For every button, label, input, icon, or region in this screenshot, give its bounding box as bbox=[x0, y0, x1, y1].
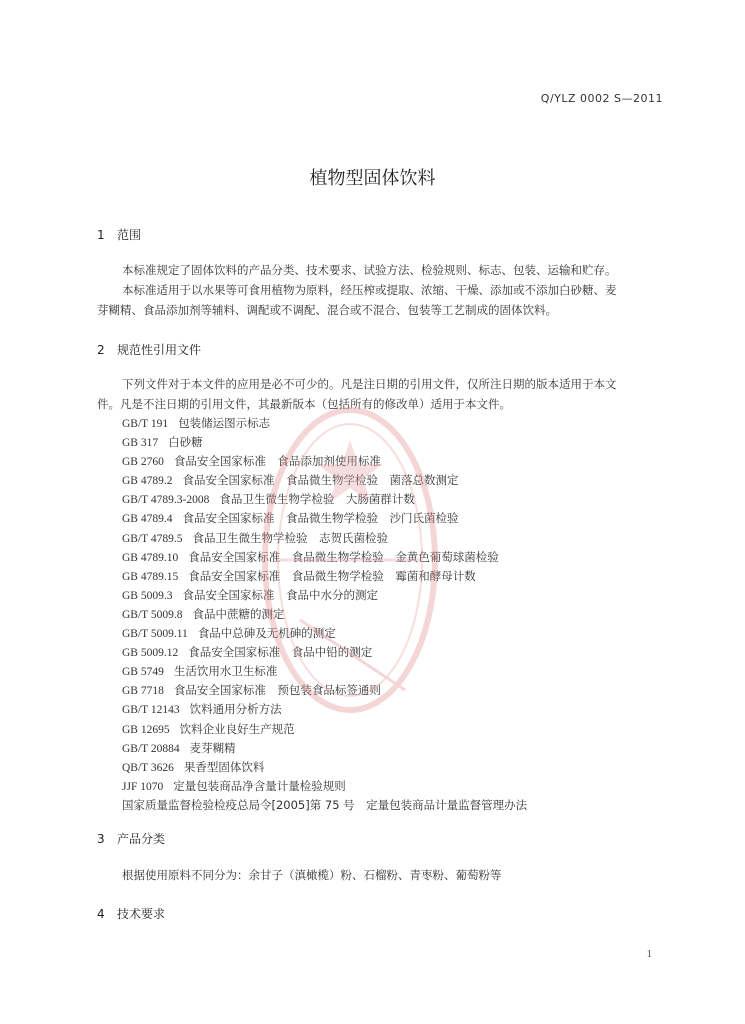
section-title: 范围 bbox=[117, 228, 142, 242]
reference-code: GB 5009.12 bbox=[122, 647, 179, 660]
scope-paragraph-1: 本标准规定了固体饮料的产品分类、技术要求、试验方法、检验规则、标志、包装、运输和贮存。 bbox=[122, 263, 617, 277]
reference-code: GB 5749 bbox=[122, 666, 164, 679]
section-number: 3 bbox=[97, 832, 105, 846]
reference-item bbox=[122, 758, 527, 777]
scope-paragraph-2-line-2: 芽糊精、食品添加剂等辅料、调配或不调配、混合或不混合、包装等工艺制成的固体饮料。 bbox=[97, 303, 557, 317]
reference-item bbox=[122, 643, 527, 662]
standard-code: Q/YLZ 0002 S—2011 bbox=[540, 92, 663, 105]
reference-code: GB 4789.15 bbox=[122, 570, 179, 583]
reference-title: 食品中总砷及无机砷的测定 bbox=[197, 626, 336, 641]
reference-item bbox=[122, 452, 527, 471]
reference-item bbox=[122, 586, 527, 605]
reference-code: GB 4789.4 bbox=[122, 513, 173, 526]
reference-code: GB 12695 bbox=[122, 723, 170, 736]
reference-item bbox=[122, 777, 527, 796]
reference-code: GB/T 5009.8 bbox=[122, 608, 183, 621]
reference-item bbox=[122, 548, 527, 567]
section-number: 1 bbox=[97, 228, 105, 242]
reference-code: GB/T 4789.3-2008 bbox=[122, 494, 210, 507]
reference-code: GB 5009.3 bbox=[122, 589, 173, 602]
reference-item bbox=[122, 681, 527, 700]
section-number: 2 bbox=[97, 343, 105, 357]
reference-title: 国家质量监督检验检疫总局令[2005]第 75 号 定量包装商品计量监督管理办法 bbox=[122, 797, 528, 812]
reference-title: 食品安全国家标准 食品微生物学检验 霉菌和酵母计数 bbox=[188, 568, 476, 583]
classification-text: 根据使用原料不同分为：余甘子（滇橄榄）粉、石榴粉、青枣粉、葡萄粉等 bbox=[122, 868, 502, 882]
reference-code: GB 4789.10 bbox=[122, 551, 179, 564]
reference-item bbox=[122, 529, 527, 548]
scope-paragraph-2-line-1: 本标准适用于以水果等可食用植物为原料，经压榨或提取、浓缩、干燥、添加或不添加白砂糖、麦 bbox=[122, 283, 617, 297]
reference-title: 饮料企业良好生产规范 bbox=[179, 721, 295, 736]
reference-item bbox=[122, 605, 527, 624]
reference-code: GB 4789.2 bbox=[122, 475, 173, 488]
section-title: 规范性引用文件 bbox=[117, 343, 202, 357]
reference-item bbox=[122, 662, 527, 681]
reference-title: 食品安全国家标准 预包装食品标签通则 bbox=[173, 683, 381, 698]
reference-code: GB/T 5009.11 bbox=[122, 628, 188, 641]
reference-item bbox=[122, 720, 527, 739]
page-number: 1 bbox=[646, 948, 652, 960]
section-title: 技术要求 bbox=[117, 907, 166, 921]
section-3-heading bbox=[97, 830, 165, 847]
reference-item bbox=[122, 739, 527, 758]
section-4-heading bbox=[97, 905, 165, 922]
reference-item bbox=[122, 567, 527, 586]
reference-item bbox=[122, 700, 527, 719]
reference-item bbox=[122, 796, 527, 815]
reference-code: JJF 1070 bbox=[122, 780, 164, 793]
section-number: 4 bbox=[97, 907, 105, 921]
reference-title: 食品安全国家标准 食品添加剂使用标准 bbox=[173, 454, 381, 469]
reference-item bbox=[122, 433, 527, 452]
reference-item bbox=[122, 490, 527, 509]
reference-title: 定量包装商品净含量计量检验规则 bbox=[173, 778, 346, 793]
reference-code: GB/T 191 bbox=[122, 418, 169, 430]
reference-code: GB 317 bbox=[122, 437, 159, 450]
reference-title: 果香型固体饮料 bbox=[183, 759, 265, 774]
reference-item bbox=[122, 624, 527, 643]
section-2-heading bbox=[97, 341, 201, 358]
reference-item bbox=[122, 471, 527, 490]
reference-title: 食品安全国家标准 食品微生物学检验 金黄色葡萄球菌检验 bbox=[188, 549, 499, 564]
reference-title: 饮料通用分析方法 bbox=[189, 702, 282, 717]
reference-title: 麦芽糊精 bbox=[189, 740, 236, 755]
reference-title: 食品安全国家标准 食品微生物学检验 菌落总数测定 bbox=[182, 473, 459, 488]
reference-title: 食品安全国家标准 食品微生物学检验 沙门氏菌检验 bbox=[182, 511, 459, 526]
reference-title: 食品卫生微生物学检验 志贺氏菌检验 bbox=[192, 530, 388, 545]
reference-item bbox=[122, 414, 527, 433]
reference-title: 生活饮用水卫生标准 bbox=[173, 664, 278, 679]
reference-code: GB/T 12143 bbox=[122, 704, 180, 717]
reference-title: 食品中蔗糖的测定 bbox=[192, 606, 285, 621]
reference-code: GB/T 20884 bbox=[122, 742, 180, 755]
reference-item bbox=[122, 509, 527, 528]
reference-code: GB 2760 bbox=[122, 456, 164, 469]
reference-title: 白砂糖 bbox=[168, 435, 203, 450]
normative-intro-line-2: 件。凡是不注日期的引用文件，其最新版本（包括所有的修改单）适用于本文件。 bbox=[97, 397, 511, 411]
reference-title: 食品安全国家标准 食品中铅的测定 bbox=[188, 645, 373, 660]
reference-list bbox=[122, 414, 527, 815]
reference-code: GB/T 4789.5 bbox=[122, 532, 183, 545]
reference-title: 食品卫生微生物学检验 大肠菌群计数 bbox=[219, 492, 415, 507]
section-1-heading bbox=[97, 226, 141, 243]
section-title: 产品分类 bbox=[117, 832, 166, 846]
reference-title: 包装储运图示标志 bbox=[178, 416, 271, 430]
reference-code: QB/T 3626 bbox=[122, 761, 174, 774]
page-title: 植物型固体饮料 bbox=[309, 168, 436, 189]
normative-intro-line-1: 下列文件对于本文件的应用是必不可少的。凡是注日期的引用文件，仅所注日期的版本适用于本文 bbox=[122, 377, 617, 391]
reference-title: 食品安全国家标准 食品中水分的测定 bbox=[182, 587, 378, 602]
reference-code: GB 7718 bbox=[122, 685, 164, 698]
